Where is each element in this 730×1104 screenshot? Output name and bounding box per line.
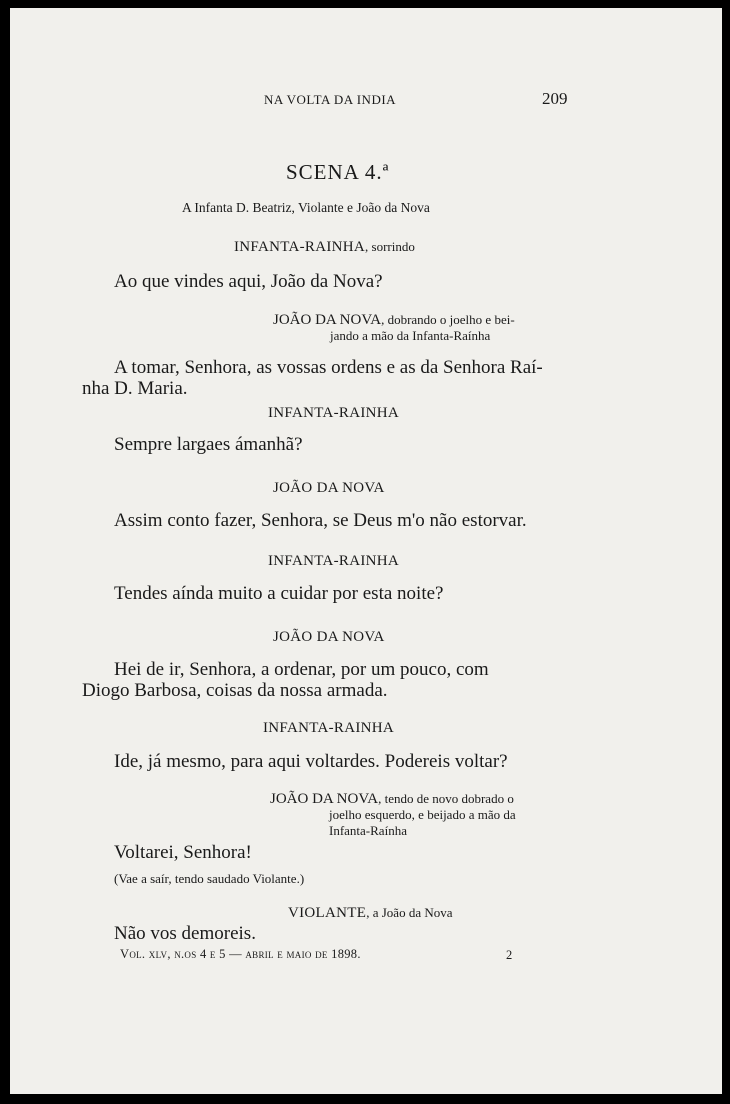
scene-title: SCENA 4.ª: [286, 160, 390, 184]
speaker-name: JOÃO DA NOVA: [270, 791, 379, 807]
stage-direction: , a João da Nova: [366, 905, 453, 920]
dialogue-line: Hei de ir, Senhora, a ordenar, por um pouco, com: [114, 659, 489, 680]
speaker-heading: [288, 905, 453, 922]
dialogue-line: Diogo Barbosa, coisas da nossa armada.: [82, 680, 388, 701]
dialogue-line: Ao que vindes aqui, João da Nova?: [114, 271, 383, 292]
stage-direction: , sorrindo: [365, 239, 415, 254]
speaker-name: INFANTA-RAINHA: [263, 720, 395, 736]
speaker-name: JOÃO DA NOVA: [273, 480, 385, 496]
dialogue-line: nha D. Maria.: [82, 378, 188, 399]
signature-mark: 2: [506, 948, 513, 962]
dialogue-line: A tomar, Senhora, as vossas ordens e as da Senhora Raí-: [114, 357, 543, 378]
speaker-name: INFANTA-RAINHA: [268, 405, 400, 421]
page-number: 209: [542, 89, 568, 108]
dialogue-line: Ide, já mesmo, para aqui voltardes. Podereis voltar?: [114, 751, 508, 772]
document-page: [10, 8, 722, 1094]
speaker-name: VIOLANTE: [288, 905, 367, 921]
volume-footer: Vol. xlv, n.os 4 e 5 — abril e maio de 1898.: [120, 947, 361, 961]
speaker-heading: [234, 239, 415, 256]
dialogue-line: Não vos demoreis.: [114, 923, 256, 944]
dialogue-line: Tendes aínda muito a cuidar por esta noite?: [114, 583, 444, 604]
speaker-heading: [273, 312, 515, 344]
stage-direction: (Vae a saír, tendo saudado Violante.): [114, 871, 305, 886]
stage-direction: joelho esquerdo, e beijado a mão da: [329, 807, 516, 822]
stage-direction: , dobrando o joelho e bei-: [381, 312, 515, 327]
dialogue-line: Assim conto fazer, Senhora, se Deus m'o não estorvar.: [114, 510, 527, 531]
dialogue-line: Voltarei, Senhora!: [114, 842, 252, 863]
speaker-heading: [270, 791, 516, 839]
dialogue-line: Sempre largaes ámanhã?: [114, 434, 303, 455]
running-title: NA VOLTA DA INDIA: [264, 92, 397, 107]
speaker-name: INFANTA-RAINHA: [234, 239, 366, 255]
stage-direction: jando a mão da Infanta-Raínha: [330, 328, 491, 343]
speaker-name: INFANTA-RAINHA: [268, 553, 400, 569]
speaker-name: JOÃO DA NOVA: [273, 312, 382, 328]
speaker-name: JOÃO DA NOVA: [273, 629, 385, 645]
stage-direction: Infanta-Raínha: [329, 823, 407, 838]
scene-characters: A Infanta D. Beatriz, Violante e João da Nova: [182, 200, 430, 215]
stage-direction: , tendo de novo dobrado o: [378, 791, 514, 806]
